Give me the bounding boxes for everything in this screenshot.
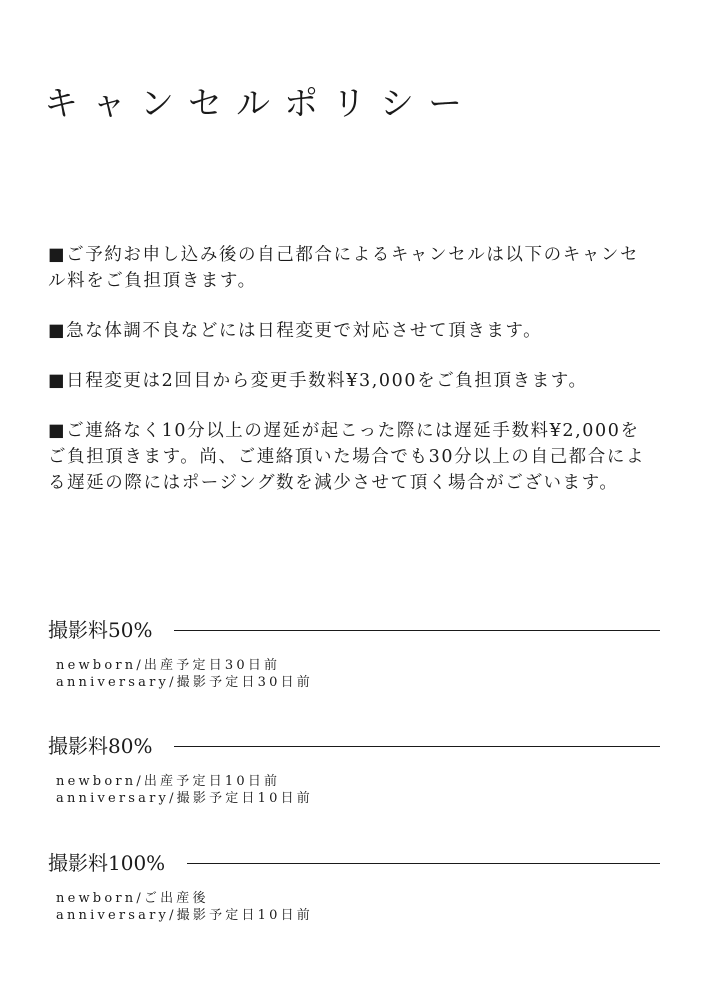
newborn-condition: newborn/出産予定日30日前 <box>56 658 281 673</box>
policy-paragraph-illness: ■急な体調不良などには日程変更で対応させて頂きます。 <box>48 321 543 341</box>
fee-title: 撮影料50% <box>48 618 153 642</box>
policy-paragraph-cancellation: ■ご予約お申し込み後の自己都合によるキャンセルは以下のキャンセル料をご負担頂きます。 <box>48 245 640 291</box>
newborn-condition: newborn/出産予定日10日前 <box>56 774 281 789</box>
fee-heading <box>48 731 660 761</box>
policy-paragraph-reschedule-fee: ■日程変更は2回目から変更手数料¥3,000をご負担頂きます。 <box>48 371 588 391</box>
fee-conditions <box>48 657 660 691</box>
anniversary-condition: anniversary/撮影予定日10日前 <box>56 791 314 806</box>
divider-line <box>174 746 660 747</box>
page-title: キャンセルポリシー <box>44 84 476 124</box>
fee-title: 撮影料80% <box>48 734 153 758</box>
divider-line <box>187 863 660 864</box>
fee-conditions <box>48 890 660 924</box>
policy-paragraph-delay-fee: ■ご連絡なく10分以上の遅延が起こった際には遅延手数料¥2,000をご負担頂きます。尚、ご連絡頂いた場合でも30分以上の自己都合による遅延の際にはポージング数を減少させて頂く場合がございます。 <box>48 421 646 493</box>
fee-section-80 <box>48 731 660 807</box>
fee-section-50 <box>48 615 660 691</box>
policy-text <box>48 242 658 520</box>
fee-title: 撮影料100% <box>48 851 166 875</box>
fee-heading <box>48 848 660 878</box>
anniversary-condition: anniversary/撮影予定日30日前 <box>56 675 314 690</box>
fee-conditions <box>48 773 660 807</box>
divider-line <box>174 630 660 631</box>
anniversary-condition: anniversary/撮影予定日10日前 <box>56 908 314 923</box>
newborn-condition: newborn/ご出産後 <box>56 891 209 906</box>
fee-section-100 <box>48 848 660 924</box>
fee-heading <box>48 615 660 645</box>
